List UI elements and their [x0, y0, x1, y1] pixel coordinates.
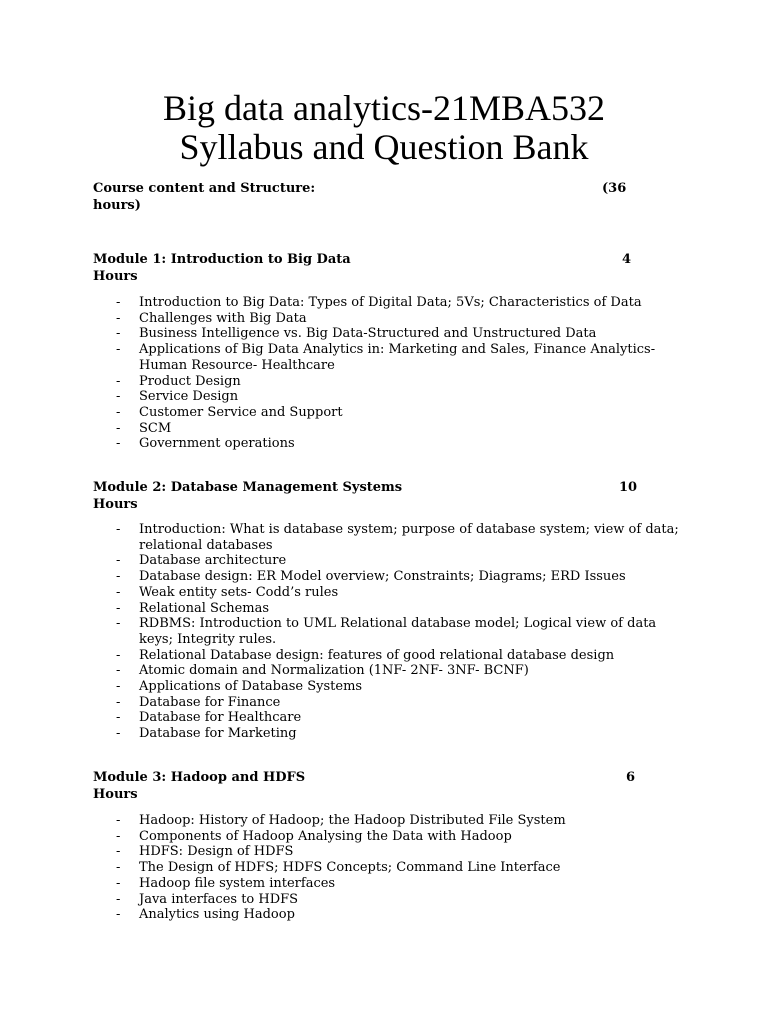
list-item: - Customer Service and Support [116, 404, 343, 420]
list-item: - Weak entity sets- Codd’s rules [116, 584, 339, 600]
module-2-heading [93, 479, 653, 513]
list-item: - Product Design [116, 373, 241, 389]
module-1-hours-label: Hours [93, 269, 138, 284]
document-title-line2: Syllabus and Question Bank [179, 127, 589, 167]
module-1-title: Module 1: Introduction to Big Data [93, 252, 351, 267]
list-item: - Analytics using Hadoop [116, 907, 295, 923]
list-item: - Introduction to Big Data: Types of Digital Data; 5Vs; Characteristics of Data [116, 295, 642, 310]
module-3-heading [93, 769, 653, 803]
course-structure-label: Course content and Structure: [93, 181, 316, 196]
list-item: - Applications of Database Systems [116, 679, 363, 695]
module-3-hours-label: Hours [93, 787, 138, 802]
module-2-title: Module 2: Database Management Systems [93, 480, 403, 495]
list-item: - Service Design [116, 389, 239, 405]
list-item: - Relational Schemas [116, 600, 270, 616]
document-title-line1: Big data analytics-21MBA532 [163, 88, 605, 128]
module-3-topic-list [0, 813, 768, 923]
list-item: - Applications of Big Data Analytics in: Marketing and Sales, Finance Analytics- Human Resource- Healthcare [116, 342, 656, 373]
course-total-hours: (36 [602, 181, 627, 196]
list-item: - Business Intelligence vs. Big Data-Structured and Unstructured Data [116, 326, 597, 342]
module-1-hours: 4 [622, 252, 632, 267]
list-item: - Government operations [116, 436, 295, 452]
list-item: - HDFS: Design of HDFS [116, 844, 294, 860]
list-item: - Atomic domain and Normalization (1NF- 2NF- 3NF- BCNF) [116, 663, 529, 679]
list-item: - Introduction: What is database system; purpose of database system; view of data; relational databases [116, 522, 679, 553]
list-item: - Relational Database design: features of good relational database design [116, 647, 615, 663]
list-item: - Database design: ER Model overview; Constraints; Diagrams; ERD Issues [116, 569, 626, 585]
course-hours-label: hours) [93, 198, 141, 213]
course-structure-heading [93, 180, 653, 214]
list-item: - RDBMS: Introduction to UML Relational database model; Logical view of data keys; Integrity rules. [116, 616, 657, 647]
list-item: - Database for Marketing [116, 726, 297, 742]
list-item: - Hadoop file system interfaces [116, 875, 336, 891]
list-item: - Components of Hadoop Analysing the Data with Hadoop [116, 828, 512, 844]
list-item: - Database architecture [116, 553, 287, 569]
list-item: - Hadoop: History of Hadoop; the Hadoop Distributed File System [116, 813, 566, 828]
list-item: - Database for Finance [116, 694, 281, 710]
list-item: - Java interfaces to HDFS [116, 891, 299, 907]
list-item: - Challenges with Big Data [116, 310, 307, 326]
module-3-title: Module 3: Hadoop and HDFS [93, 770, 306, 785]
list-item: - Database for Healthcare [116, 710, 302, 726]
module-2-topic-list [0, 522, 768, 742]
module-2-hours-label: Hours [93, 497, 138, 512]
list-item: - The Design of HDFS; HDFS Concepts; Command Line Interface [116, 860, 561, 876]
list-item: - SCM [116, 420, 172, 436]
module-3-hours: 6 [626, 770, 636, 785]
module-1-heading [93, 251, 653, 285]
module-1-topic-list [0, 295, 768, 452]
module-2-hours: 10 [619, 480, 638, 495]
